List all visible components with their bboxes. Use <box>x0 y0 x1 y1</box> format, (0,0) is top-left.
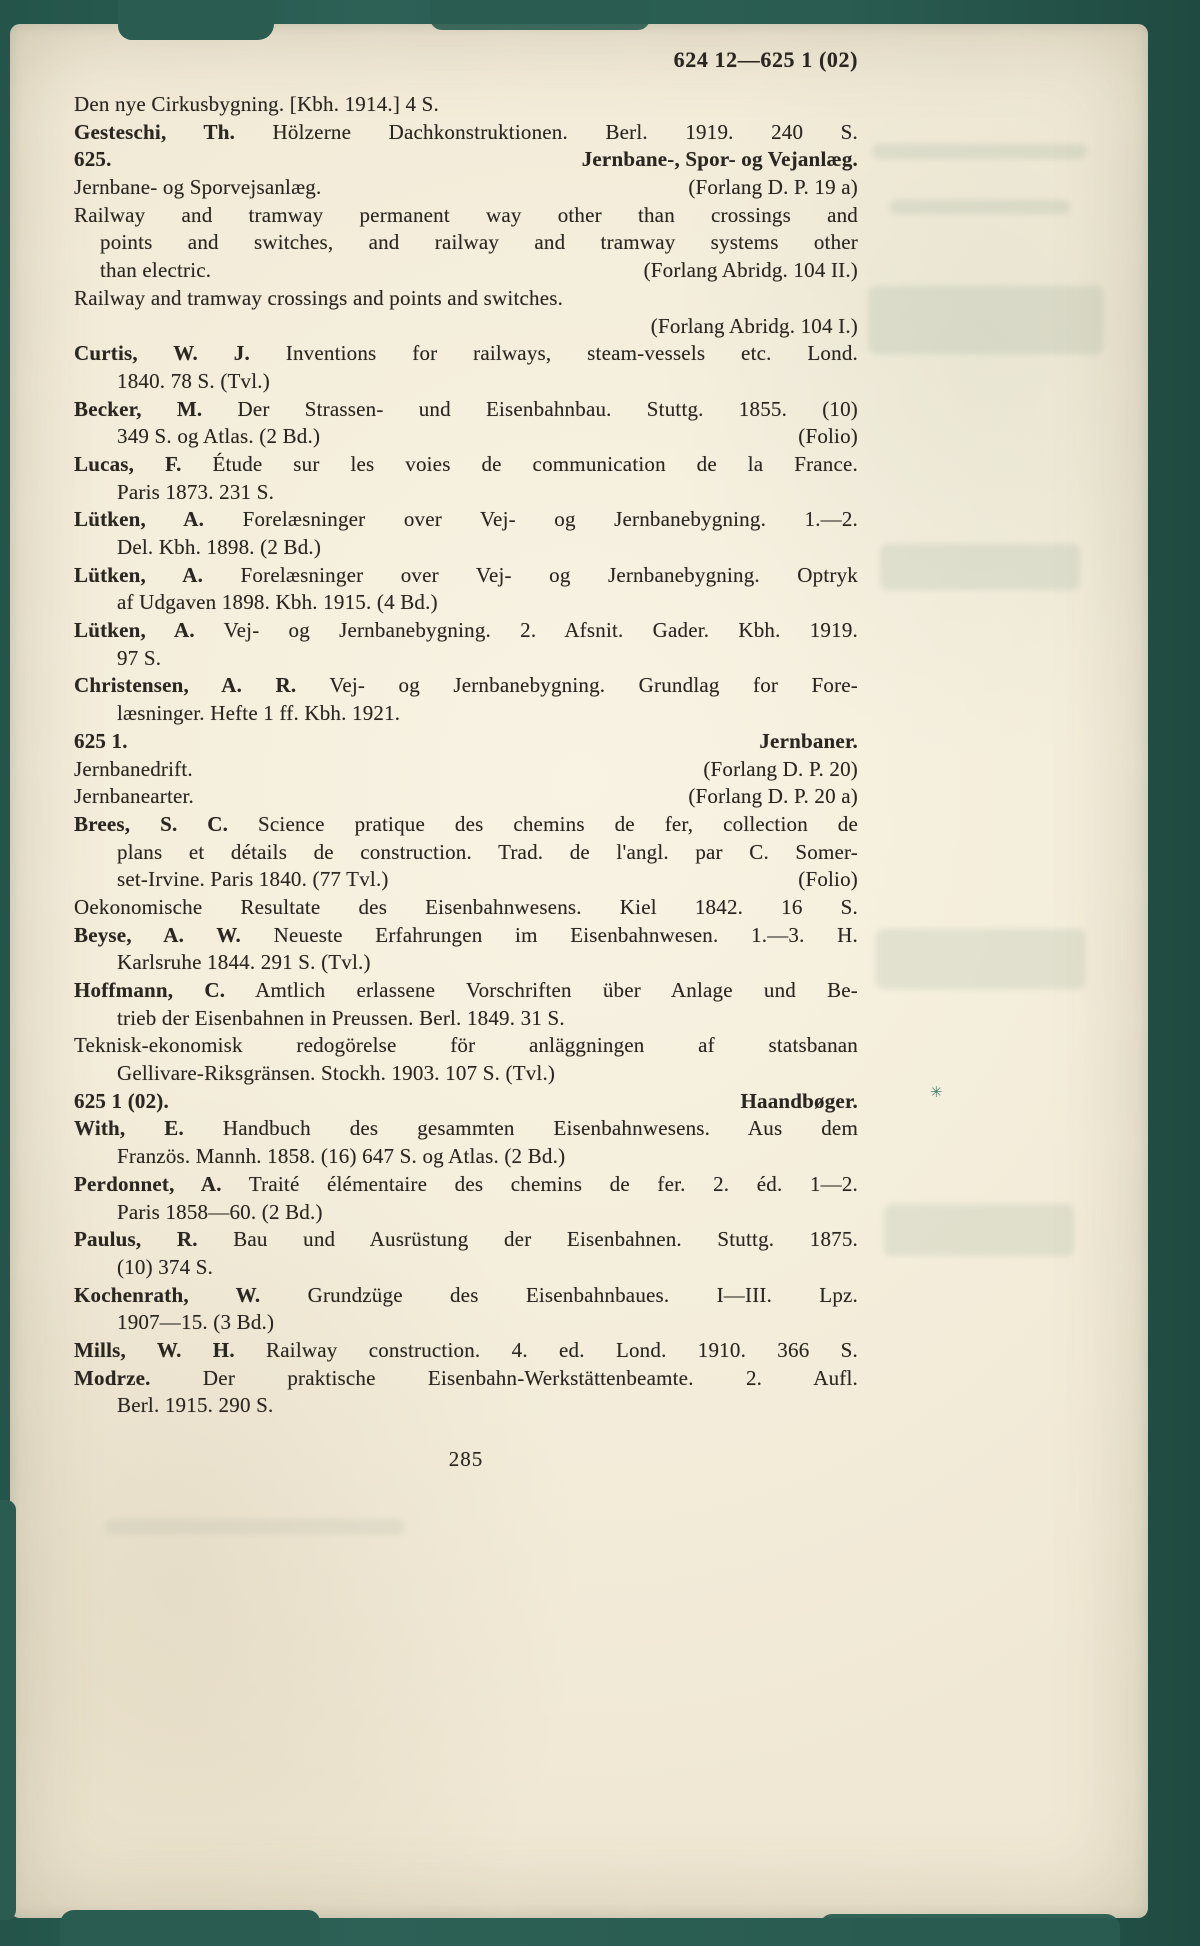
catalog-line: Lütken, A. Forelæsninger over Vej- og Jernbanebygning. 1.—2. <box>74 507 858 532</box>
catalog-line: Oekonomische Resultate des Eisenbahnwesens. Kiel 1842. 16 S. <box>74 894 858 919</box>
catalog-line: Brees, S. C. Science pratique des chemins de fer, collection de <box>74 811 858 836</box>
line-left-text: 625. <box>74 147 112 172</box>
entry-list <box>74 91 858 1420</box>
catalog-line <box>74 174 858 202</box>
classmark-header: 624 12—625 1 (02) <box>673 47 858 72</box>
bleed-through-smudge <box>880 544 1080 590</box>
catalog-line: Kochenrath, W. Grundzüge des Eisenbahnbaues. I—III. Lpz. <box>74 1282 858 1307</box>
catalog-line: trieb der Eisenbahnen in Preussen. Berl. 1849. 31 S. <box>117 1005 565 1030</box>
entry-author: Lütken, A. <box>74 562 204 587</box>
section-heading <box>74 1088 858 1116</box>
entry-author: Mills, W. H. <box>74 1337 235 1362</box>
line-left-text: Jernbane- og Sporvejsanlæg. <box>74 175 322 200</box>
entry-author: Gesteschi, Th. <box>74 119 236 144</box>
right-aligned-note: (Forlang Abridg. 104 II.) <box>643 258 858 283</box>
line-left-text: Jernbanearter. <box>74 784 194 809</box>
right-aligned-note: (Forlang Abridg. 104 I.) <box>650 313 858 338</box>
entry-author: Perdonnet, A. <box>74 1171 222 1196</box>
bleed-through-smudge <box>868 286 1103 354</box>
scan-edge-blob <box>0 1500 16 1920</box>
catalog-line <box>74 313 858 341</box>
scan-edge-blob <box>60 1910 320 1946</box>
catalog-line: 1840. 78 S. (Tvl.) <box>117 368 270 393</box>
bleed-through-smudge <box>105 1519 405 1535</box>
entry-author: Becker, M. <box>74 396 203 421</box>
ink-mark: ✳ <box>930 1085 943 1101</box>
catalog-line: Gellivare-Riksgränsen. Stockh. 1903. 107 S. (Tvl.) <box>117 1061 556 1086</box>
catalog-line <box>74 423 858 451</box>
paper-page <box>10 24 1148 1918</box>
line-left-text: 625 1. <box>74 728 128 753</box>
section-heading <box>74 146 858 174</box>
catalog-line: (10) 374 S. <box>117 1254 214 1279</box>
bleed-through-smudge <box>876 929 1086 989</box>
catalog-line: Lütken, A. Vej- og Jernbanebygning. 2. Afsnit. Gader. Kbh. 1919. <box>74 618 858 643</box>
catalog-line: Teknisk-ekonomisk redogörelse för anläggningen af statsbanan <box>74 1033 858 1058</box>
bleed-through-smudge <box>890 200 1070 214</box>
catalog-line: plans et détails de construction. Trad. de l'angl. par C. Somer- <box>117 839 858 864</box>
catalog-line: Modrze. Der praktische Eisenbahn-Werkstättenbeamte. 2. Aufl. <box>74 1365 858 1390</box>
catalog-line: Paulus, R. Bau und Ausrüstung der Eisenbahnen. Stuttg. 1875. <box>74 1227 858 1252</box>
line-left-text: 349 S. og Atlas. (2 Bd.) <box>117 424 321 449</box>
line-left-text: Jernbanedrift. <box>74 756 193 781</box>
catalog-line: With, E. Handbuch des gesammten Eisenbahnwesens. Aus dem <box>74 1116 858 1141</box>
right-aligned-note: Jernbane-, Spor- og Vejanlæg. <box>581 147 858 172</box>
catalog-line: Lucas, F. Étude sur les voies de communication de la France. <box>74 451 858 476</box>
right-aligned-note: (Folio) <box>798 424 858 449</box>
right-aligned-note: Haandbøger. <box>740 1088 858 1113</box>
entry-author: Curtis, W. J. <box>74 341 250 366</box>
catalog-line: af Udgaven 1898. Kbh. 1915. (4 Bd.) <box>117 590 438 615</box>
entry-author: Kochenrath, W. <box>74 1282 261 1307</box>
entry-author: Brees, S. C. <box>74 811 229 836</box>
catalog-line: Curtis, W. J. Inventions for railways, steam-vessels etc. Lond. <box>74 341 858 366</box>
bleed-through-smudge <box>884 1204 1074 1256</box>
entry-author: Beyse, A. W. <box>74 922 242 947</box>
entry-author: Lucas, F. <box>74 451 182 476</box>
catalog-line: Del. Kbh. 1898. (2 Bd.) <box>117 535 322 559</box>
catalog-line: Den nye Cirkusbygning. [Kbh. 1914.] 4 S. <box>74 92 439 116</box>
catalog-line: Railway and tramway crossings and points and switches. <box>74 285 564 310</box>
catalog-line: Becker, M. Der Strassen- und Eisenbahnbau. Stuttg. 1855. (10) <box>74 396 858 421</box>
scan-edge-blob <box>430 0 650 30</box>
catalog-line: 1907—15. (3 Bd.) <box>117 1310 275 1335</box>
entry-author: Christensen, A. R. <box>74 673 297 698</box>
catalog-line <box>74 783 858 811</box>
catalog-line: Berl. 1915. 290 S. <box>117 1393 274 1418</box>
catalog-line: Mills, W. H. Railway construction. 4. ed. Lond. 1910. 366 S. <box>74 1337 858 1362</box>
text-column <box>74 46 858 1472</box>
catalog-line: Railway and tramway permanent way other than crossings and <box>74 202 858 227</box>
line-left-text: 625 1 (02). <box>74 1088 169 1113</box>
entry-author: Modrze. <box>74 1365 151 1390</box>
line-left-text: set-Irvine. Paris 1840. (77 Tvl.) <box>117 867 389 892</box>
catalog-line: læsninger. Hefte 1 ff. Kbh. 1921. <box>117 701 401 726</box>
bleed-through-smudge <box>872 144 1087 159</box>
entry-author: Hoffmann, C. <box>74 978 226 1002</box>
page-number: 285 <box>448 1447 484 1471</box>
catalog-line: 97 S. <box>117 645 162 670</box>
catalog-line <box>74 257 858 285</box>
scan-edge-blob <box>820 1914 1120 1946</box>
catalog-line: Französ. Mannh. 1858. (16) 647 S. og Atlas. (2 Bd.) <box>117 1144 566 1169</box>
entry-author: With, E. <box>74 1116 184 1141</box>
catalog-line: Gesteschi, Th. Hölzerne Dachkonstruktionen. Berl. 1919. 240 S. <box>74 119 859 144</box>
right-aligned-note: (Folio) <box>798 867 858 892</box>
catalog-line: Paris 1858—60. (2 Bd.) <box>117 1199 323 1224</box>
catalog-line: Paris 1873. 231 S. <box>117 479 275 504</box>
catalog-line <box>74 866 858 894</box>
right-aligned-note: (Forlang D. P. 20 a) <box>688 784 858 809</box>
entry-author: Lütken, A. <box>74 618 195 643</box>
right-aligned-note: (Forlang D. P. 19 a) <box>688 175 858 200</box>
entry-author: Lütken, A. <box>74 507 205 532</box>
catalog-line: Beyse, A. W. Neueste Erfahrungen im Eisenbahnwesen. 1.—3. H. <box>74 922 858 947</box>
right-aligned-note: (Forlang D. P. 20) <box>703 756 858 781</box>
catalog-line: Perdonnet, A. Traité élémentaire des chemins de fer. 2. éd. 1—2. <box>74 1171 858 1196</box>
section-heading <box>74 728 858 756</box>
catalog-line: Lütken, A. Forelæsninger over Vej- og Jernbanebygning. Optryk <box>74 562 858 587</box>
catalog-line: Christensen, A. R. Vej- og Jernbanebygning. Grundlag for Fore- <box>74 673 858 698</box>
right-aligned-note: Jernbaner. <box>759 728 858 753</box>
line-left-text: than electric. <box>100 258 212 283</box>
catalog-line <box>74 756 858 784</box>
catalog-line: Hoffmann, C. Amtlich erlassene Vorschriften über Anlage und Be- <box>74 978 858 1002</box>
catalog-line: points and switches, and railway and tramway systems other <box>100 230 858 255</box>
scan-edge-blob <box>118 0 274 40</box>
entry-author: Paulus, R. <box>74 1227 198 1252</box>
catalog-line: Karlsruhe 1844. 291 S. (Tvl.) <box>117 950 371 975</box>
